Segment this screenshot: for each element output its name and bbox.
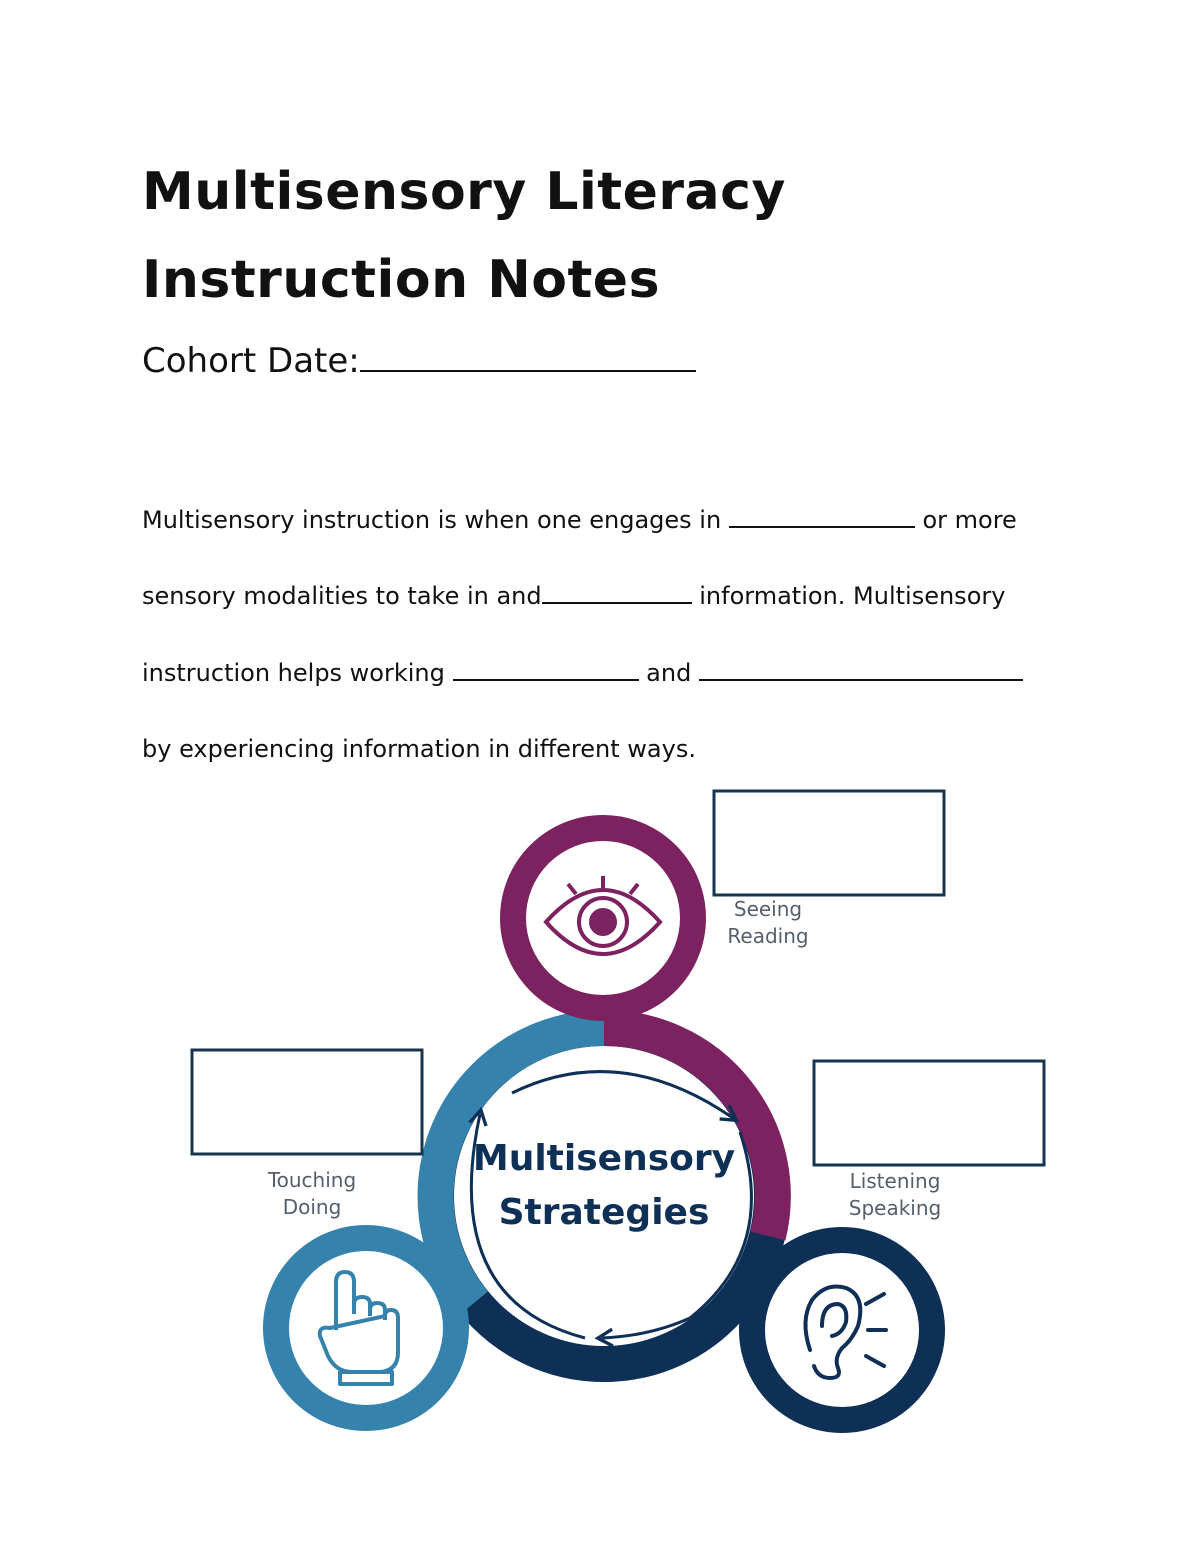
fill-blank-1[interactable] xyxy=(729,504,915,528)
paragraph-line-1 xyxy=(142,504,1062,535)
text-segment: or more xyxy=(922,506,1017,534)
paragraph-line-3 xyxy=(142,657,1062,688)
text-segment: Multisensory instruction is when one engages in xyxy=(142,506,722,534)
fill-blank-2[interactable] xyxy=(542,580,692,604)
doing-label: Doing xyxy=(282,1195,342,1219)
text-segment: and xyxy=(646,659,692,687)
cohort-date xyxy=(142,338,696,384)
reading-label: Reading xyxy=(727,924,809,948)
cohort-date-blank[interactable] xyxy=(360,340,696,372)
page-title: Multisensory Literacy Instruction Notes xyxy=(142,162,786,310)
text-segment: instruction helps working xyxy=(142,659,445,687)
listening-answer-box[interactable] xyxy=(814,1061,1044,1165)
touching-label: Touching xyxy=(267,1168,357,1192)
touching-circle xyxy=(276,1238,456,1418)
text-segment: sensory modalities to take in and xyxy=(142,582,542,610)
center-label-line-1: Multisensory xyxy=(472,1138,736,1179)
cohort-date-label: Cohort Date: xyxy=(142,341,360,381)
seeing-label: Seeing xyxy=(733,897,803,921)
listening-label: Listening xyxy=(849,1169,941,1193)
touching-answer-box[interactable] xyxy=(192,1050,422,1154)
fill-blank-3[interactable] xyxy=(453,657,639,681)
center-label-line-2: Strategies xyxy=(498,1192,710,1233)
fill-blank-4[interactable] xyxy=(699,657,1023,681)
seeing-answer-box[interactable] xyxy=(714,791,944,895)
paragraph-line-4: by experiencing information in different ways. xyxy=(142,735,696,763)
text-segment: information. Multisensory xyxy=(699,582,1006,610)
multisensory-diagram xyxy=(0,760,1200,1460)
speaking-label: Speaking xyxy=(848,1196,942,1220)
paragraph-line-2 xyxy=(142,580,1062,611)
